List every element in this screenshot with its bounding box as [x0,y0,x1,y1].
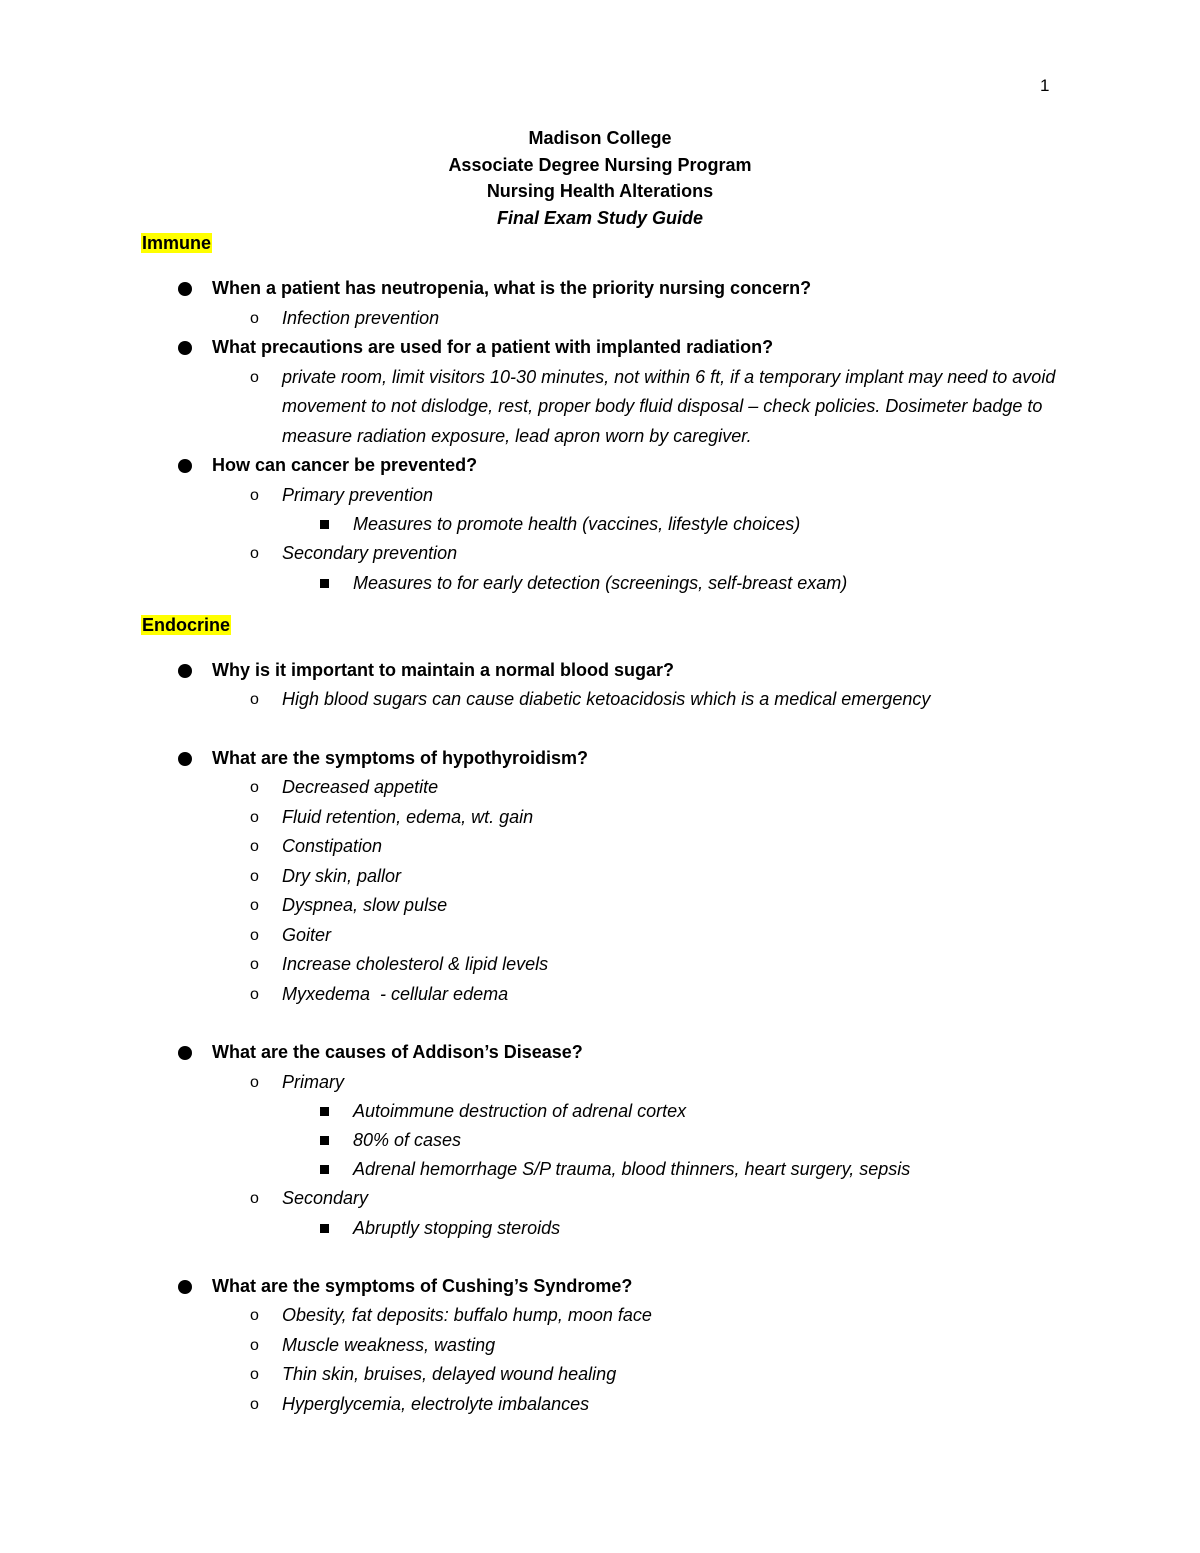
sub-answer-item: Abruptly stopping steroids [0,1214,1200,1243]
circle-bullet-icon: o [250,779,259,796]
course-title: Nursing Health Alterations [486,181,714,201]
question-item: When a patient has neutropenia, what is the priority nursing concern? [0,274,1200,304]
circle-bullet-icon: o [250,956,259,973]
answer-item: o Secondary [0,1184,1200,1214]
circle-bullet-icon: o [250,1366,259,1383]
guide-subtitle: Final Exam Study Guide [496,207,704,228]
answer-item: o Secondary prevention [0,539,1200,569]
circle-bullet-icon: o [250,486,259,504]
square-bullet-icon [320,520,329,529]
square-bullet-icon [320,1224,329,1233]
question-item: What are the causes of Addison’s Disease? [0,1038,1200,1068]
answer-item: o Dry skin, pallor [0,862,1200,892]
circle-bullet-icon: o [250,926,259,944]
circle-bullet-icon: o [250,1307,259,1324]
bullet-icon [178,1046,192,1060]
bullet-icon [178,341,192,355]
answer-item: o Thin skin, bruises, delayed wound healing [0,1360,1200,1390]
question-item: How can cancer be prevented? [0,451,1200,481]
answer-item: o Primary prevention [0,481,1200,511]
circle-bullet-icon: o [250,867,259,885]
circle-bullet-icon: o [250,1073,259,1091]
circle-bullet-icon: o [250,1190,259,1207]
circle-bullet-icon: o [250,309,259,327]
study-guide-content [0,230,1200,1419]
bullet-icon [178,664,192,678]
answer-item: o Muscle weakness, wasting [0,1331,1200,1361]
answer-item: o Dyspnea, slow pulse [0,891,1200,921]
sub-answer-item: Adrenal hemorrhage S/P trauma, blood thinners, heart surgery, sepsis [0,1155,1200,1184]
question-item: What are the symptoms of Cushing’s Syndrome? [0,1272,1200,1302]
bullet-icon [178,752,192,766]
circle-bullet-icon: o [250,985,259,1003]
answer-item: o High blood sugars can cause diabetic ketoacidosis which is a medical emergency [0,685,1200,715]
square-bullet-icon [320,1165,329,1174]
square-bullet-icon [320,579,329,588]
circle-bullet-icon: o [250,838,259,855]
sub-answer-item: Measures to for early detection (screenings, self-breast exam) [0,569,1200,598]
circle-bullet-icon: o [250,691,259,708]
answer-item: o Fluid retention, edema, wt. gain [0,803,1200,833]
answer-item: o Decreased appetite [0,773,1200,803]
circle-bullet-icon: o [250,808,259,826]
institution-title: Madison College [528,128,672,148]
page-number: 1 [1040,76,1050,95]
circle-bullet-icon: o [250,545,259,562]
answer-item: o Increase cholesterol & lipid levels [0,950,1200,980]
answer-item: o Constipation [0,832,1200,862]
square-bullet-icon [320,1107,329,1116]
bullet-icon [178,459,192,473]
answer-item: o Hyperglycemia, electrolyte imbalances [0,1390,1200,1420]
question-item: What precautions are used for a patient with implanted radiation? [0,333,1200,363]
program-title: Associate Degree Nursing Program [448,154,752,175]
circle-bullet-icon: o [250,1336,259,1354]
square-bullet-icon [320,1136,329,1145]
sub-answer-item: Measures to promote health (vaccines, lifestyle choices) [0,510,1200,539]
answer-item: o Goiter [0,921,1200,951]
bullet-icon [178,1280,192,1294]
sub-answer-item: Autoimmune destruction of adrenal cortex [0,1097,1200,1126]
answer-item: o Obesity, fat deposits: buffalo hump, moon face [0,1301,1200,1331]
answer-item: o private room, limit visitors 10-30 minutes, not within 6 ft, if a temporary implant may need to avoid movement to not dislodge, rest, proper body fluid disposal – check policies. Dosimeter badge to measure radiation exposure, lead apron worn by caregiver. [0,363,1200,452]
answer-item: o Infection prevention [0,304,1200,334]
bullet-icon [178,282,192,296]
answer-item: o Myxedema - cellular edema [0,980,1200,1010]
section-heading-endocrine: Endocrine [142,614,231,635]
answer-item: o Primary [0,1068,1200,1098]
circle-bullet-icon: o [250,897,259,914]
question-item: What are the symptoms of hypothyroidism? [0,744,1200,774]
circle-bullet-icon: o [250,368,259,386]
circle-bullet-icon: o [250,1395,259,1413]
document-header [0,125,1200,231]
question-item: Why is it important to maintain a normal blood sugar? [0,656,1200,686]
section-heading-immune: Immune [142,233,212,253]
sub-answer-item: 80% of cases [0,1126,1200,1155]
